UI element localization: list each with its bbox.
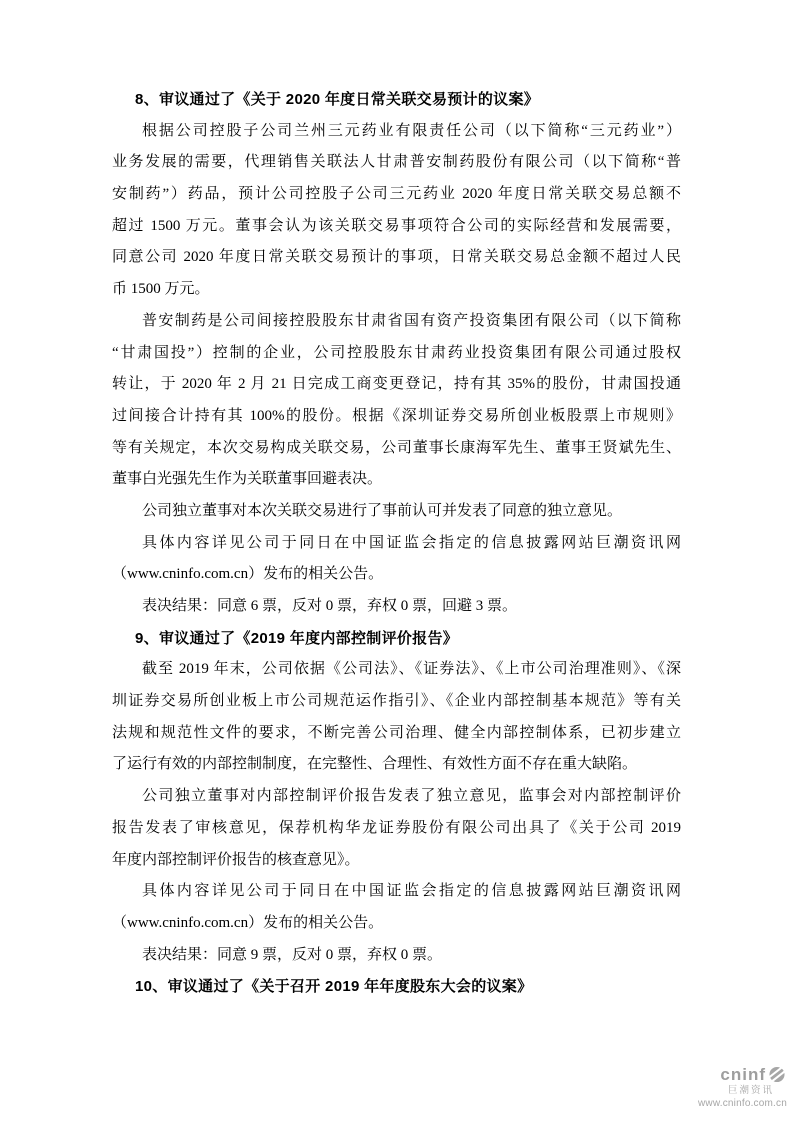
text-line: 普安制药是公司间接控股股东甘肃省国有资产投资集团有限公司（以下简称 xyxy=(142,312,681,329)
cninfo-swirl-icon xyxy=(767,1065,787,1084)
text-line: 同意公司 2020 年度日常关联交易预计的事项，日常关联交易总金额不超过人民 xyxy=(112,249,681,266)
watermark-url: www.cninfo.com.cn xyxy=(698,1097,787,1109)
text-line: 圳证券交易所创业板上市公司规范运作指引》、《企业内部控制基本规范》等有关 xyxy=(112,693,681,710)
resolution-section-8 xyxy=(112,84,681,623)
text-line: 具体内容详见公司于同日在中国证监会指定的信息披露网站巨潮资讯网 xyxy=(142,534,681,551)
cninfo-logo-text: cninf xyxy=(720,1065,766,1085)
text-line: 根据公司控股子公司兰州三元药业有限责任公司（以下简称“三元药业”） xyxy=(142,122,681,139)
cninfo-logo xyxy=(698,1065,787,1085)
section-heading: 10、审议通过了《关于召开 2019 年年度股东大会的议案》 xyxy=(135,978,533,996)
text-line: 币 1500 万元。 xyxy=(112,281,210,298)
text-line: 表决结果：同意 9 票，反对 0 票，弃权 0 票。 xyxy=(142,946,443,963)
text-line: 等有关规定，本次交易构成关联交易，公司董事长康海军先生、董事王贤斌先生、 xyxy=(112,439,681,456)
text-line: 超过 1500 万元。董事会认为该关联交易事项符合公司的实际经营和发展需要， xyxy=(112,217,681,234)
text-line: （www.cninfo.com.cn）发布的相关公告。 xyxy=(112,566,384,583)
text-line: 表决结果：同意 6 票，反对 0 票，弃权 0 票，回避 3 票。 xyxy=(142,598,518,614)
text-line: 了运行有效的内部控制制度，在完整性、合理性、有效性方面不存在重大缺陷。 xyxy=(112,756,638,773)
text-line: 董事白光强先生作为关联董事回避表决。 xyxy=(112,471,383,488)
resolution-section-9 xyxy=(112,623,681,972)
watermark-chinese-name: 巨潮资讯 xyxy=(727,1084,774,1096)
resolution-section-10 xyxy=(112,971,681,1003)
text-line: 法规和规范性文件的要求，不断完善公司治理、健全内部控制体系，已初步建立 xyxy=(112,724,681,741)
text-line: 报告发表了审核意见，保荐机构华龙证券股份有限公司出具了《关于公司 2019 xyxy=(112,819,681,836)
cninfo-watermark xyxy=(698,1065,787,1109)
document-body xyxy=(112,0,681,1003)
text-line: 公司独立董事对内部控制评价报告发表了独立意见，监事会对内部控制评价 xyxy=(142,788,681,805)
text-line: 安制药”）药品，预计公司控股子公司三元药业 2020 年度日常关联交易总额不 xyxy=(112,186,681,203)
text-line: 具体内容详见公司于同日在中国证监会指定的信息披露网站巨潮资讯网 xyxy=(142,883,681,900)
text-line: 公司独立董事对本次关联交易进行了事前认可并发表了同意的独立意见。 xyxy=(142,502,623,519)
section-heading: 8、审议通过了《关于 2020 年度日常关联交易预计的议案》 xyxy=(135,91,540,108)
text-line: 过间接合计持有其 100%的股份。根据《深圳证券交易所创业板股票上市规则》 xyxy=(112,407,681,424)
text-line: （www.cninfo.com.cn）发布的相关公告。 xyxy=(112,914,384,931)
text-line: 截至 2019 年末，公司依据《公司法》、《证券法》、《上市公司治理准则》、《深 xyxy=(142,661,681,678)
text-line: 年度内部控制评价报告的核查意见》。 xyxy=(112,851,360,868)
section-heading: 9、审议通过了《2019 年度内部控制评价报告》 xyxy=(135,629,459,647)
text-line: 转让，于 2020 年 2 月 21 日完成工商变更登记，持有其 35%的股份，甘肃国投通 xyxy=(112,376,681,393)
text-line: 业务发展的需要，代理销售关联法人甘肃普安制药股份有限公司（以下简称“普 xyxy=(112,154,681,171)
text-line: “甘肃国投”）控制的企业，公司控股股东甘肃药业投资集团有限公司通过股权 xyxy=(112,344,681,361)
